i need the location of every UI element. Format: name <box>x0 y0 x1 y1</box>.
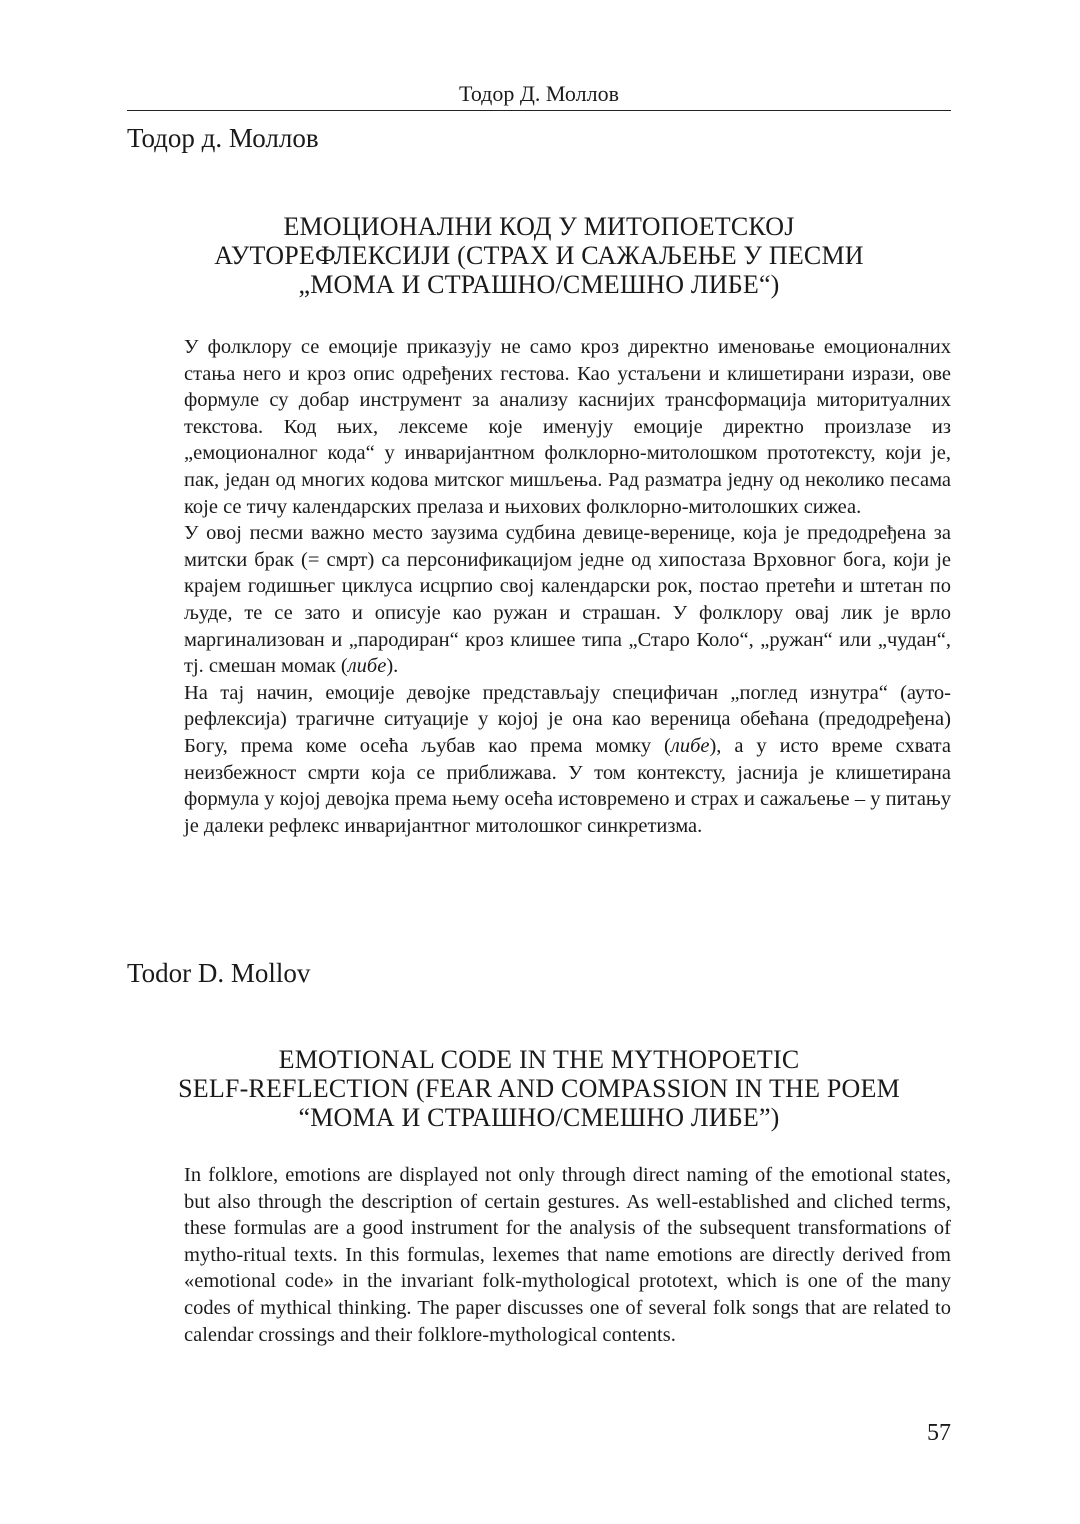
abstract-serbian-paragraph <box>184 680 951 840</box>
paragraph-text: ), а у исто време схвата неизбежност смрти која се приближава. У том контексту, јаснија је клишетирана формула у којој девојка према њему осећа истовремено и страх и сажаљење – у питању је далеки рефлекс инваријантног митолошког синкретизма. <box>184 734 951 837</box>
title-english-line: EMOTIONAL CODE IN THE MYTHOPOETIC <box>278 1045 800 1074</box>
author-serbian: Тодор д. Моллов <box>127 123 319 153</box>
header-rule <box>127 110 951 111</box>
paragraph-text: У овој песми важно место заузима судбина девице-веренице, која је предодређена за митски брак (= смрт) са персонификацијом једне од хипостаза Врховног бога, који је крајем годишњег циклуса исцрпио свој календарски рок, постао претећи и штетан по људе, те се зато и описује као ружан и страшан. У фолклору овај лик је врло маргинализован и „пародиран“ кроз клишее типа „Старо Коло“, „ружан“ или „чудан“, тј. смешан момак ( <box>184 522 951 678</box>
running-head: Тодор Д. Моллов <box>459 81 619 106</box>
title-serbian-line: „МОМА И СТРАШНО/СМЕШНО ЛИБЕ“) <box>298 270 780 299</box>
paragraph-text: ). <box>386 655 399 678</box>
paragraph-text: На тај начин, емоције девојке представљају специфичан „поглед изнутра“ (ауторефлексија) трагичне ситуације у којој је она као вереница обећана (предодређена) Богу, према коме осећа љубав као према момку ( <box>184 681 951 757</box>
title-serbian <box>127 212 951 299</box>
abstract-serbian-paragraph <box>184 520 951 680</box>
italic-term: либе <box>347 655 387 678</box>
abstract-serbian-paragraph <box>184 334 951 520</box>
abstract-english-paragraph <box>184 1162 951 1348</box>
title-english-line: SELF-REFLECTION (FEAR AND COMPASSION IN THE POEM <box>178 1074 900 1103</box>
italic-term: либе <box>670 734 710 757</box>
page-number: 57 <box>927 1420 951 1446</box>
title-english <box>127 1045 951 1132</box>
title-serbian-line: ЕМОЦИОНАЛНИ КОД У МИТОПОЕТСКОЈ <box>283 212 795 241</box>
paragraph-text: У фолклору се емоције приказују не само кроз директно именовање емоционалних стања него и кроз опис одређених гестова. Као устаљени и клишетирани изрази, ове формуле су добар инструмент за анализу каснијих трансформација миторитуалних текстова. Код њих, лексеме које именују емоције директно произлазе из „емоционалног кода“ у инваријантном фолклорно-митолошком прототексту, који је, пак, један од многих кодова митског мишљења. Рад разматра једну од неколико песама које се тичу календарских прелаза и њихових фолклорно-митолошких сижеа. <box>184 336 951 518</box>
author-english: Todor D. Mollov <box>127 958 311 988</box>
abstract-english <box>184 1162 951 1348</box>
abstract-serbian <box>184 334 951 839</box>
title-serbian-line: АУТОРЕФЛЕКСИЈИ (СТРАХ И САЖАЉЕЊЕ У ПЕСМИ <box>214 241 864 270</box>
title-english-line: “МОМА И СТРАШНО/СМЕШНО ЛИБЕ”) <box>298 1103 780 1132</box>
paragraph-text: In folklore, emotions are displayed not only through direct naming of the emotional states, but also through the description of certain gestures. As well-established and cliched terms, these formulas are a good instrument for the analysis of the subsequent transformations of mytho-ritual texts. In this formulas, lexemes that name emotions are directly derived from «emotional code» in the invariant folk-mythological prototext, which is one of the many codes of mythical thinking. The paper discusses one of several folk songs that are related to calendar crossings and their folklore-mythological contents. <box>184 1164 951 1346</box>
